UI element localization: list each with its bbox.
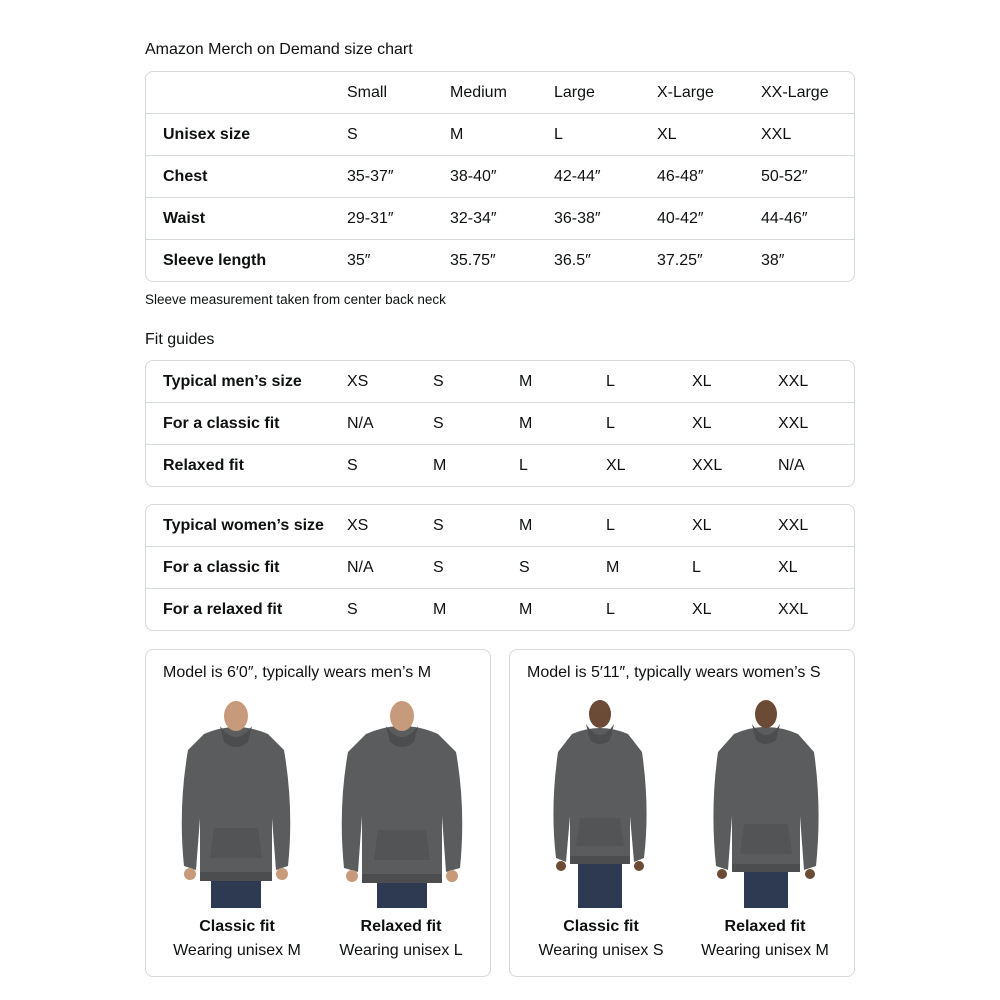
row-label: Relaxed fit	[163, 457, 244, 474]
sleeve-note: Sleeve measurement taken from center back neck	[145, 292, 446, 307]
table-cell: M	[519, 517, 533, 534]
table-cell: 40-42″	[657, 210, 704, 227]
table-cell: 36.5″	[554, 252, 591, 269]
table-cell: M	[519, 415, 533, 432]
womens-fit-table	[145, 504, 855, 631]
table-cell: L	[554, 126, 563, 143]
womens-model-title: Model is 5′11″, typically wears women’s S	[527, 664, 821, 681]
row-label: Typical men’s size	[163, 373, 302, 390]
table-cell: 50-52″	[761, 168, 808, 185]
table-cell: XL	[692, 601, 712, 618]
table-cell: L	[692, 559, 701, 576]
womens-classic-fit-photo	[520, 698, 680, 908]
table-row	[146, 197, 854, 239]
table-cell: XL	[778, 559, 798, 576]
table-cell: XL	[606, 457, 626, 474]
table-cell: 44-46″	[761, 210, 808, 227]
mens-classic-fit-title: Classic fit	[199, 918, 275, 935]
table-cell: XL	[657, 126, 677, 143]
row-label: Unisex size	[163, 126, 251, 143]
column-header: Large	[554, 84, 595, 101]
table-cell: XXL	[761, 126, 792, 143]
table-row	[146, 505, 854, 546]
table-cell: S	[347, 126, 358, 143]
table-cell: N/A	[778, 457, 805, 474]
table-cell: 36-38″	[554, 210, 601, 227]
table-cell: 32-34″	[450, 210, 497, 227]
womens-model-card	[509, 649, 855, 977]
mens-relaxed-fit-subtitle: Wearing unisex L	[339, 942, 463, 959]
column-header: X-Large	[657, 84, 714, 101]
table-cell: S	[433, 559, 444, 576]
table-cell: S	[433, 373, 444, 390]
mens-relaxed-fit-title: Relaxed fit	[360, 918, 442, 935]
table-cell: N/A	[347, 559, 374, 576]
table-cell: S	[347, 601, 358, 618]
table-cell: L	[519, 457, 528, 474]
womens-relaxed-fit-title: Relaxed fit	[724, 918, 806, 935]
table-cell: XS	[347, 517, 369, 534]
table-cell: XL	[692, 517, 712, 534]
table-row	[146, 361, 854, 402]
table-cell: N/A	[347, 415, 374, 432]
table-row	[146, 113, 854, 155]
table-cell: 37.25″	[657, 252, 703, 269]
table-cell: XXL	[692, 457, 723, 474]
table-cell: S	[519, 559, 530, 576]
mens-model-title: Model is 6′0″, typically wears men’s M	[163, 664, 432, 681]
table-cell: 35.75″	[450, 252, 496, 269]
table-row	[146, 402, 854, 444]
row-label: For a classic fit	[163, 559, 280, 576]
table-cell: 35″	[347, 252, 371, 269]
table-cell: S	[347, 457, 358, 474]
womens-relaxed-fit-photo	[686, 698, 846, 908]
table-cell: 46-48″	[657, 168, 704, 185]
row-label: For a relaxed fit	[163, 601, 283, 618]
table-row	[146, 155, 854, 197]
table-cell: L	[606, 517, 615, 534]
table-cell: L	[606, 601, 615, 618]
row-label: Chest	[163, 168, 208, 185]
size-chart-header-row	[146, 72, 854, 113]
table-cell: XL	[692, 415, 712, 432]
table-cell: 38″	[761, 252, 785, 269]
table-cell: 38-40″	[450, 168, 497, 185]
table-row	[146, 239, 854, 281]
table-cell: XS	[347, 373, 369, 390]
row-label: For a classic fit	[163, 415, 280, 432]
mens-model-card	[145, 649, 491, 977]
table-cell: XXL	[778, 517, 809, 534]
womens-classic-fit-subtitle: Wearing unisex S	[538, 942, 664, 959]
table-cell: M	[433, 601, 447, 618]
table-cell: S	[433, 415, 444, 432]
mens-classic-fit-photo	[156, 698, 316, 908]
table-cell: S	[433, 517, 444, 534]
table-cell: 42-44″	[554, 168, 601, 185]
table-cell: M	[606, 559, 620, 576]
table-cell: M	[433, 457, 447, 474]
mens-relaxed-fit-photo	[322, 698, 482, 908]
mens-classic-fit-subtitle: Wearing unisex M	[173, 942, 301, 959]
table-cell: XXL	[778, 415, 809, 432]
table-cell: M	[519, 373, 533, 390]
column-header: XX-Large	[761, 84, 829, 101]
table-cell: 35-37″	[347, 168, 394, 185]
table-cell: XXL	[778, 601, 809, 618]
table-cell: M	[519, 601, 533, 618]
mens-fit-table	[145, 360, 855, 487]
table-cell: XL	[692, 373, 712, 390]
womens-relaxed-fit-subtitle: Wearing unisex M	[701, 942, 829, 959]
row-label: Waist	[163, 210, 206, 227]
fit-guides-heading: Fit guides	[145, 331, 215, 348]
row-label: Sleeve length	[163, 252, 267, 269]
size-chart-table	[145, 71, 855, 282]
table-cell: L	[606, 373, 615, 390]
table-cell: XXL	[778, 373, 809, 390]
size-chart-heading: Amazon Merch on Demand size chart	[145, 41, 413, 58]
womens-classic-fit-title: Classic fit	[563, 918, 639, 935]
table-row	[146, 588, 854, 630]
table-cell: L	[606, 415, 615, 432]
table-row	[146, 546, 854, 588]
row-label: Typical women’s size	[163, 517, 324, 534]
column-header: Small	[347, 84, 388, 101]
table-row	[146, 444, 854, 486]
table-cell: M	[450, 126, 464, 143]
column-header: Medium	[450, 84, 507, 101]
table-cell: 29-31″	[347, 210, 394, 227]
